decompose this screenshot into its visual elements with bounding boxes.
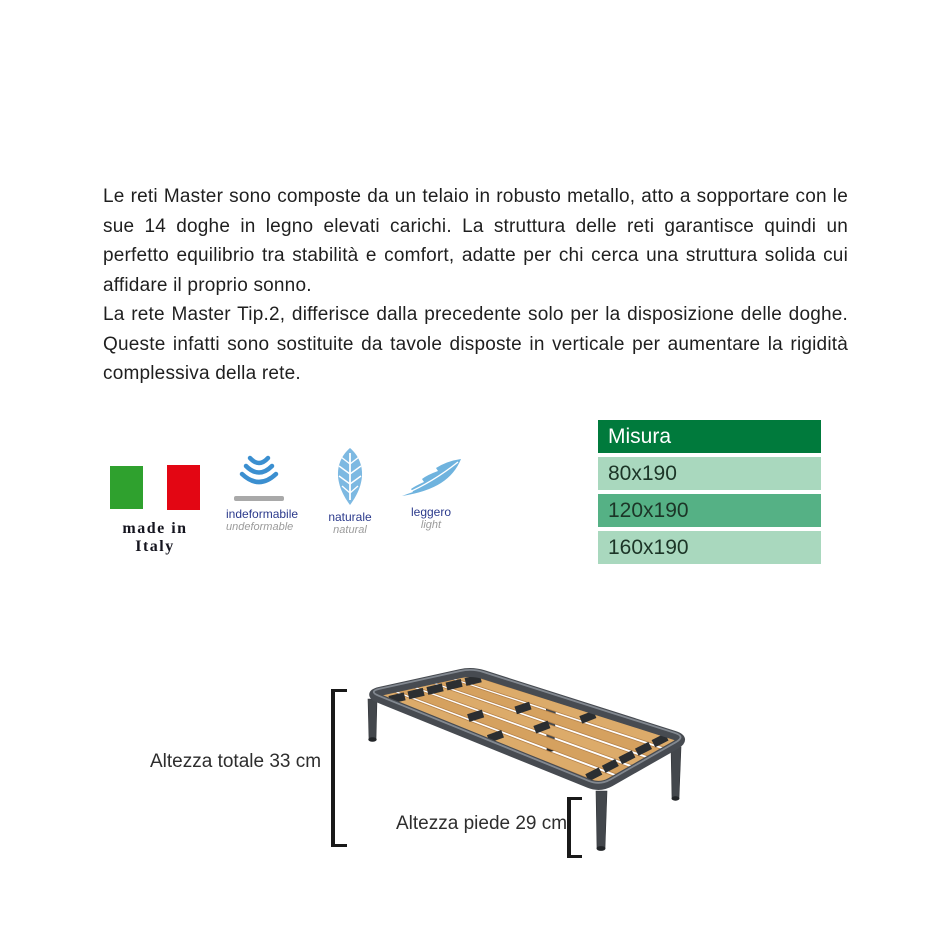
description-paragraph-1: Le reti Master sono composte da un telaio in robusto metallo, atto a sopportare con le sue 14 doghe in legno elevati carichi. La struttura delle reti garantisce quindi un perfetto equilibrio tra stabilità e comfort, adatte per chi cerca una struttura solida cui affidare il proprio sonno. <box>103 186 848 296</box>
natural-sublabel: natural <box>333 524 367 536</box>
indeformabile-label: indeformabile <box>226 507 299 521</box>
size-table <box>598 420 821 564</box>
made-in-italy-label: made in Italy <box>122 520 188 555</box>
leggero-label: leggero <box>410 505 452 519</box>
feature-indeformabile <box>226 450 299 534</box>
total-height-label: Altezza totale 33 cm <box>150 751 322 772</box>
feather-icon <box>399 452 463 502</box>
leaf-icon <box>328 447 372 507</box>
size-table-header: Misura <box>598 420 821 453</box>
size-row-120x190: 120x190 <box>598 494 821 527</box>
product-description <box>103 182 848 389</box>
size-row-80x190: 80x190 <box>598 457 821 490</box>
italy-flag-red-stripe <box>167 465 200 510</box>
size-row-160x190: 160x190 <box>598 531 821 564</box>
total-height-bracket <box>331 689 347 847</box>
italy-flag-green-stripe <box>110 466 143 509</box>
foot-height-bracket <box>567 797 582 858</box>
description-paragraph-2: La rete Master Tip.2, differisce dalla precedente solo per la disposizione delle doghe. Queste infatti sono sostituite da tavole disposte in verticale per aumentare la rigidità complessiva della rete. <box>103 304 848 384</box>
italy-flag-icon <box>106 465 204 511</box>
feature-naturale <box>322 447 378 537</box>
spring-arcs-icon <box>230 450 288 504</box>
light-sublabel: light <box>420 519 442 531</box>
naturale-label: naturale <box>328 510 372 524</box>
feature-leggero <box>398 452 464 532</box>
feature-made-in-italy <box>101 465 209 556</box>
foot-height-label: Altezza piede 29 cm <box>396 813 568 834</box>
undeformable-sublabel: undeformable <box>226 521 294 533</box>
